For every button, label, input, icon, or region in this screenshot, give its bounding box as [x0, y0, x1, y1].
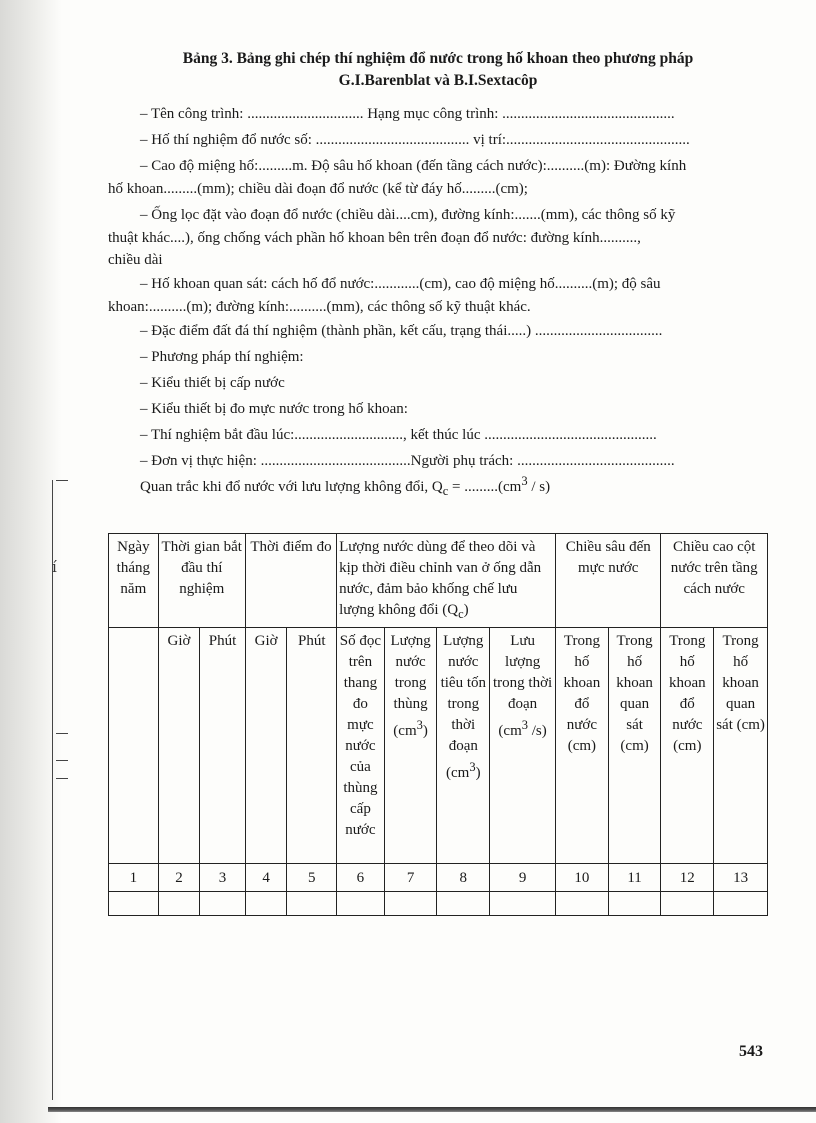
subheader-phut-1: Phút: [200, 628, 246, 864]
subheader-luu-luong-end: /s): [528, 723, 547, 739]
header-chieu-sau: Chiều sâu đến mực nước: [556, 534, 661, 628]
empty-cell: [608, 892, 661, 916]
subheader-luong-tieu-ton: [437, 628, 490, 864]
subheader-so-doc: Số đọc trên thang đo mực nước của thùng cấp nước: [337, 628, 385, 864]
field-ong-loc-line-2: thuật khác....), ống chống vách phần hố khoan bên trên đoạn đổ nước: đường kính..........,: [108, 230, 641, 246]
column-number: 7: [384, 864, 437, 892]
column-number: 12: [661, 864, 714, 892]
field-ong-loc-line-3: chiều dài: [108, 252, 163, 268]
column-number: 5: [287, 864, 337, 892]
column-number: 11: [608, 864, 661, 892]
quan-trac-text: Quan trắc khi đổ nước với lưu lượng không đổi, Q: [140, 479, 443, 495]
quan-trac-sup: 3: [521, 474, 528, 488]
empty-cell: [714, 892, 768, 916]
subheader-gio-1: Giờ: [158, 628, 200, 864]
field-dac-diem: – Đặc điểm đất đá thí nghiệm (thành phần, kết cấu, trạng thái.....) ..................................: [140, 323, 663, 339]
subheader-luong-tieu-ton-end: ): [475, 765, 481, 781]
header-thoi-gian: Thời gian bắt đầu thí nghiệm: [158, 534, 245, 628]
field-cao-do-line-1: – Cao độ miệng hố:.........m. Độ sâu hố khoan (đến tầng cách nước):..........(m): Đường kính: [140, 158, 687, 174]
header-luong-nuoc-sub: c: [458, 607, 464, 621]
quan-trac-end: / s): [527, 479, 551, 495]
subheader-luong-trong-thung: [384, 628, 437, 864]
header-ngay: Ngày tháng năm: [109, 534, 159, 628]
column-number: 8: [437, 864, 490, 892]
column-number: 9: [490, 864, 556, 892]
subheader-empty: [109, 628, 159, 864]
subheader-sau-quan-sat: Trong hố khoan quan sát (cm): [608, 628, 661, 864]
field-bat-dau: – Thí nghiệm bắt đầu lúc:............................., kết thúc lúc ..............................................: [140, 427, 657, 443]
subheader-luong-trong-thung-end: ): [422, 723, 428, 739]
subheader-luu-luong-text: Lưu lượng trong thời đoạn (cm: [492, 633, 553, 739]
column-number: 10: [556, 864, 609, 892]
subheader-luong-trong-thung-text: Lượng nước trong thùng (cm: [390, 633, 431, 739]
quan-trac-line: [140, 474, 550, 499]
page-number: 543: [739, 1043, 763, 1060]
header-luong-nuoc-end: ): [463, 602, 469, 618]
empty-cell: [437, 892, 490, 916]
subheader-cao-ho-do: Trong hố khoan đổ nước (cm): [661, 628, 714, 864]
header-thoi-diem: Thời điểm đo: [245, 534, 336, 628]
empty-cell: [337, 892, 385, 916]
subheader-luong-trong-thung-sup: 3: [416, 718, 423, 732]
table-empty-row: [109, 892, 768, 916]
subheader-luu-luong-sup: 3: [521, 718, 528, 732]
table-subheader-row: [109, 628, 768, 864]
field-cao-do-line-2: hố khoan.........(mm); chiều dài đoạn đổ nước (kể từ đáy hố.........(cm);: [108, 181, 528, 197]
field-ong-loc-line-1: – Ống lọc đặt vào đoạn đổ nước (chiều dài....cm), đường kính:.......(mm), các thông số kỹ: [140, 207, 676, 223]
empty-cell: [661, 892, 714, 916]
column-number: 13: [714, 864, 768, 892]
binding-tick: [56, 760, 68, 761]
empty-cell: [287, 892, 337, 916]
column-number-row: [109, 864, 768, 892]
subheader-sau-ho-do: Trong hố khoan đổ nước (cm): [556, 628, 609, 864]
field-quan-sat-line-1: – Hố khoan quan sát: cách hố đổ nước:............(cm), cao độ miệng hố..........(m); độ sâu: [140, 276, 661, 292]
column-number: 6: [337, 864, 385, 892]
subheader-luu-luong: [490, 628, 556, 864]
title-line-1: Bảng 3. Bảng ghi chép thí nghiệm đổ nước trong hố khoan theo phương pháp: [182, 50, 694, 67]
table-header-row: [109, 534, 768, 628]
binding-tick: [56, 778, 68, 779]
empty-cell: [490, 892, 556, 916]
subheader-gio-2: Giờ: [245, 628, 287, 864]
field-ho-thi-nghiem: – Hố thí nghiệm đổ nước số: ......................................... vị trí:.................................................: [140, 132, 690, 148]
field-kieu-cap-nuoc: – Kiểu thiết bị cấp nước: [140, 375, 285, 391]
column-number: 1: [109, 864, 159, 892]
empty-cell: [384, 892, 437, 916]
title-line-2: G.I.Barenblat và B.I.Sextacôp: [338, 72, 538, 89]
margin-glyph: í: [52, 558, 57, 576]
subheader-luong-tieu-ton-sup: 3: [469, 760, 476, 774]
page-bottom-edge: [48, 1107, 816, 1112]
subheader-luong-tieu-ton-text: Lượng nước tiêu tốn trong thời đoạn (cm: [440, 633, 486, 781]
binding-tick: [56, 480, 68, 481]
binding-tick: [56, 733, 68, 734]
empty-cell: [245, 892, 287, 916]
page-title: [108, 48, 768, 92]
observation-table: [108, 533, 768, 916]
header-luong-nuoc-text: Lượng nước dùng để theo dõi và kịp thời điều chỉnh van ở ống dẫn nước, đảm bảo khống chế lưu lượng không đổi (Q: [339, 539, 542, 618]
field-don-vi: – Đơn vị thực hiện: ........................................Người phụ trách: ..........................................: [140, 453, 675, 469]
field-quan-sat-line-2: khoan:..........(m); đường kính:..........(mm), các thông số kỹ thuật khác.: [108, 299, 531, 315]
subheader-phut-2: Phút: [287, 628, 337, 864]
empty-cell: [109, 892, 159, 916]
field-phuong-phap: – Phương pháp thí nghiệm:: [140, 349, 304, 365]
column-number: 4: [245, 864, 287, 892]
header-luong-nuoc: [337, 534, 556, 628]
field-ten-cong-trinh: – Tên công trình: ............................... Hạng mục công trình: ..............................................: [140, 106, 675, 122]
header-chieu-cao: Chiều cao cột nước trên tầng cách nước: [661, 534, 768, 628]
empty-cell: [200, 892, 246, 916]
subheader-cao-quan-sat: Trong hố khoan quan sát (cm): [714, 628, 768, 864]
column-number: 3: [200, 864, 246, 892]
empty-cell: [158, 892, 200, 916]
empty-cell: [556, 892, 609, 916]
quan-trac-sub: c: [442, 484, 449, 498]
field-kieu-do-muc: – Kiểu thiết bị đo mực nước trong hố khoan:: [140, 401, 408, 417]
column-number: 2: [158, 864, 200, 892]
quan-trac-rest: = .........(cm: [448, 479, 522, 495]
